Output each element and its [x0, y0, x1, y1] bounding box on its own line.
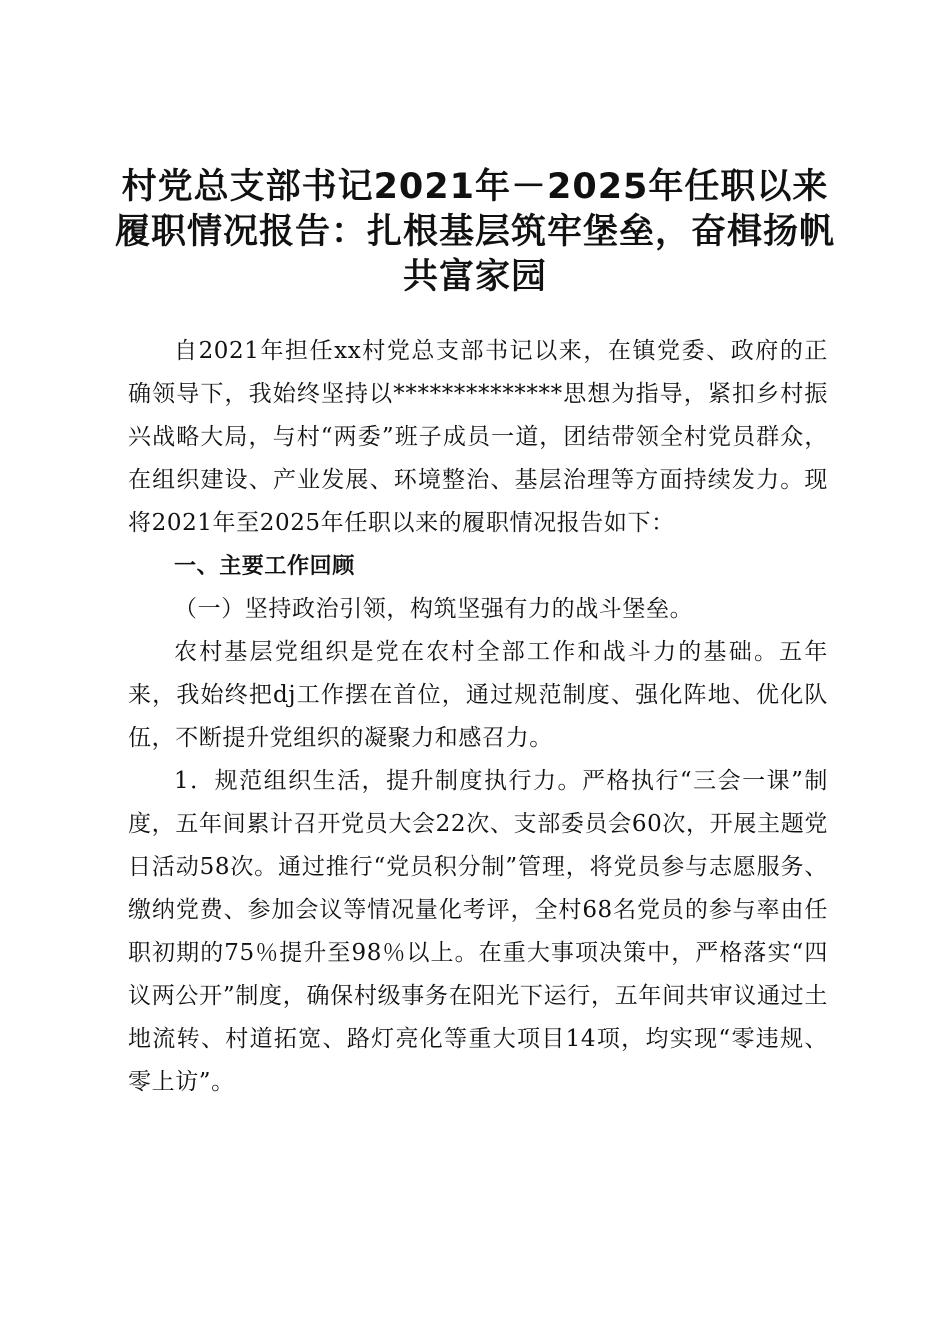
subsection-heading-political-leadership: （一）坚持政治引领，构筑坚强有力的战斗堡垒。	[174, 596, 694, 622]
section-heading-main-work-review: 一、主要工作回顾	[174, 554, 355, 579]
document-body	[128, 330, 828, 1104]
intro-paragraph: 自2021年担任xx村党总支部书记以来，在镇党委、政府的正确领导下，我始终坚持以**************思想为指导，紧扣乡村振兴战略大局，与村“两委”班子成员一道，团结带领全村党员群众，在组织建设、产业发展、环境整治、基层治理等方面持续发力。现将2021年至2025年任职以来的履职情况报告如下：	[128, 338, 828, 536]
subsection-paragraph: 农村基层党组织是党在农村全部工作和战斗力的基础。五年来，我始终把dj工作摆在首位，通过规范制度、强化阵地、优化队伍，不断提升党组织的凝聚力和感召力。	[128, 639, 828, 751]
item-1-paragraph: 1．规范组织生活，提升制度执行力。严格执行“三会一课”制度，五年间累计召开党员大会22次、支部委员会60次，开展主题党日活动58次。通过推行“党员积分制”管理，将党员参与志愿服务、缴纳党费、参加会议等情况量化考评，全村68名党员的参与率由任职初期的75％提升至98％以上。在重大事项决策中，严格落实“四议两公开”制度，确保村级事务在阳光下运行，五年间共审议通过土地流转、村道拓宽、路灯亮化等重大项目14项，均实现“零违规、零上访”。	[128, 768, 828, 1095]
document-title: 村党总支部书记2021年－2025年任职以来履职情况报告：扎根基层筑牢堡垒，奋楫扬帆共富家园	[114, 167, 835, 297]
